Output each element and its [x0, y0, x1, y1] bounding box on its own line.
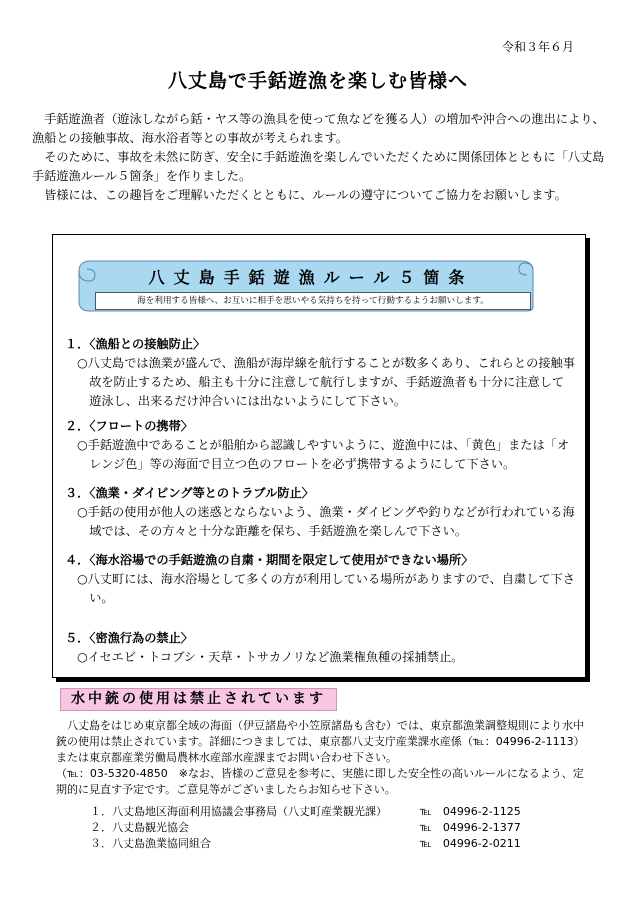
- intro-paragraph: そのために、事故を未然に防ぎ、安全に手銛遊漁を楽しんでいただくために関係団体とともに「八丈島手銛遊漁ルール５箇条」を作りました。: [32, 150, 605, 183]
- contact-tel: ℡ 04996-2-1377: [420, 821, 521, 834]
- document-date: 令和３年６月: [501, 40, 574, 54]
- contact-row: [90, 804, 530, 820]
- rule-item: [65, 417, 575, 474]
- spear-gun-ban-text: [56, 718, 586, 798]
- ban-paragraph: （℡：03-5320-4850 ※なお、皆様のご意見を参考に、実態に即した安全性の高いルールになるよう、定期的に見直す予定です。ご意見等がございましたらお知らせ下さい。: [56, 767, 584, 796]
- rule-heading: ２．〈フロートの携帯〉: [65, 419, 193, 433]
- rule-item: [65, 551, 575, 608]
- rules-box: [52, 234, 586, 678]
- spear-gun-ban-heading: 水中銃の使用は禁止されています: [60, 688, 337, 711]
- rule-body: ○八丈島では漁業が盛んで、漁船が海岸線を航行することが数多くあり、これらとの接触事故を防止するため、船主も十分に注意して航行しますが、手銛遊漁者も十分に注意して遊泳し、出来るだけ沖合いには出ないようにして下さい。: [77, 356, 575, 408]
- rule-heading: ３．〈漁業・ダイビング等とのトラブル防止〉: [65, 486, 314, 500]
- ban-paragraph: 八丈島をはじめ東京都全域の海面（伊豆諸島や小笠原諸島も含む）では、東京都漁業調整規則により水中銃の使用は禁止されています。詳細につきましては、東京都八丈支庁産業課水産係（℡：04996-2-1113）または東京都産業労働局農林水産部水産課までお問い合わせ下さい。: [56, 719, 585, 764]
- banner-title: 八丈島手銛遊漁ルール５箇条: [148, 268, 474, 287]
- page-title: 八丈島で手銛遊漁を楽しむ皆様へ: [167, 70, 468, 92]
- rule-body: ○イセエビ・トコブシ・天草・トサカノリなど漁業権魚種の採捕禁止。: [77, 650, 464, 664]
- rule-heading: １．〈漁船との接触防止〉: [65, 337, 206, 351]
- rule-body: ○手銛の使用が他人の迷惑とならないよう、漁業・ダイビングや釣りなどが行われている海域では、その方々と十分な距離を保ち、手銛遊漁を楽しんで下さい。: [77, 505, 575, 538]
- rule-heading: ５．〈密漁行為の禁止〉: [65, 631, 193, 645]
- intro-text: [32, 110, 610, 205]
- rules-banner: [71, 255, 541, 317]
- contact-row: [90, 820, 530, 836]
- contact-tel: ℡ 04996-2-1125: [420, 805, 521, 818]
- contact-tel: ℡ 04996-2-0211: [420, 837, 521, 850]
- rule-body: ○八丈町には、海水浴場として多くの方が利用している場所がありますので、自粛して下さい。: [77, 572, 575, 605]
- contact-name: ３．八丈島漁業協同組合: [90, 837, 211, 850]
- rule-item: [65, 335, 575, 411]
- rule-item: [65, 629, 575, 667]
- intro-paragraph: 手銛遊漁者（遊泳しながら銛・ヤス等の漁具を使って魚などを獲る人）の増加や沖合への進出により、漁船との接触事故、海水浴者等との事故が考えられます。: [32, 112, 605, 145]
- contact-name: １．八丈島地区海面利用協議会事務局（八丈町産業観光課）: [90, 805, 387, 818]
- banner-subtitle: 海を利用する皆様へ、お互いに相手を思いやる気持ちを持って行動するようお願いします。: [95, 292, 531, 310]
- contact-row: [90, 836, 530, 852]
- contact-list: [90, 804, 530, 852]
- rule-heading: ４．〈海水浴場での手銛遊漁の自粛・期間を限定して使用ができない場所〉: [65, 553, 474, 567]
- contact-name: ２．八丈島観光協会: [90, 821, 189, 834]
- rule-item: [65, 484, 575, 541]
- rule-body: ○手銛遊漁中であることが船舶から認識しやすいように、遊漁中には、「黄色」または「オレンジ色」等の海面で目立つ色のフロートを必ず携帯するようにして下さい。: [77, 438, 570, 471]
- intro-paragraph: 皆様には、この趣旨をご理解いただくとともに、ルールの遵守についてご協力をお願いします。: [44, 188, 567, 202]
